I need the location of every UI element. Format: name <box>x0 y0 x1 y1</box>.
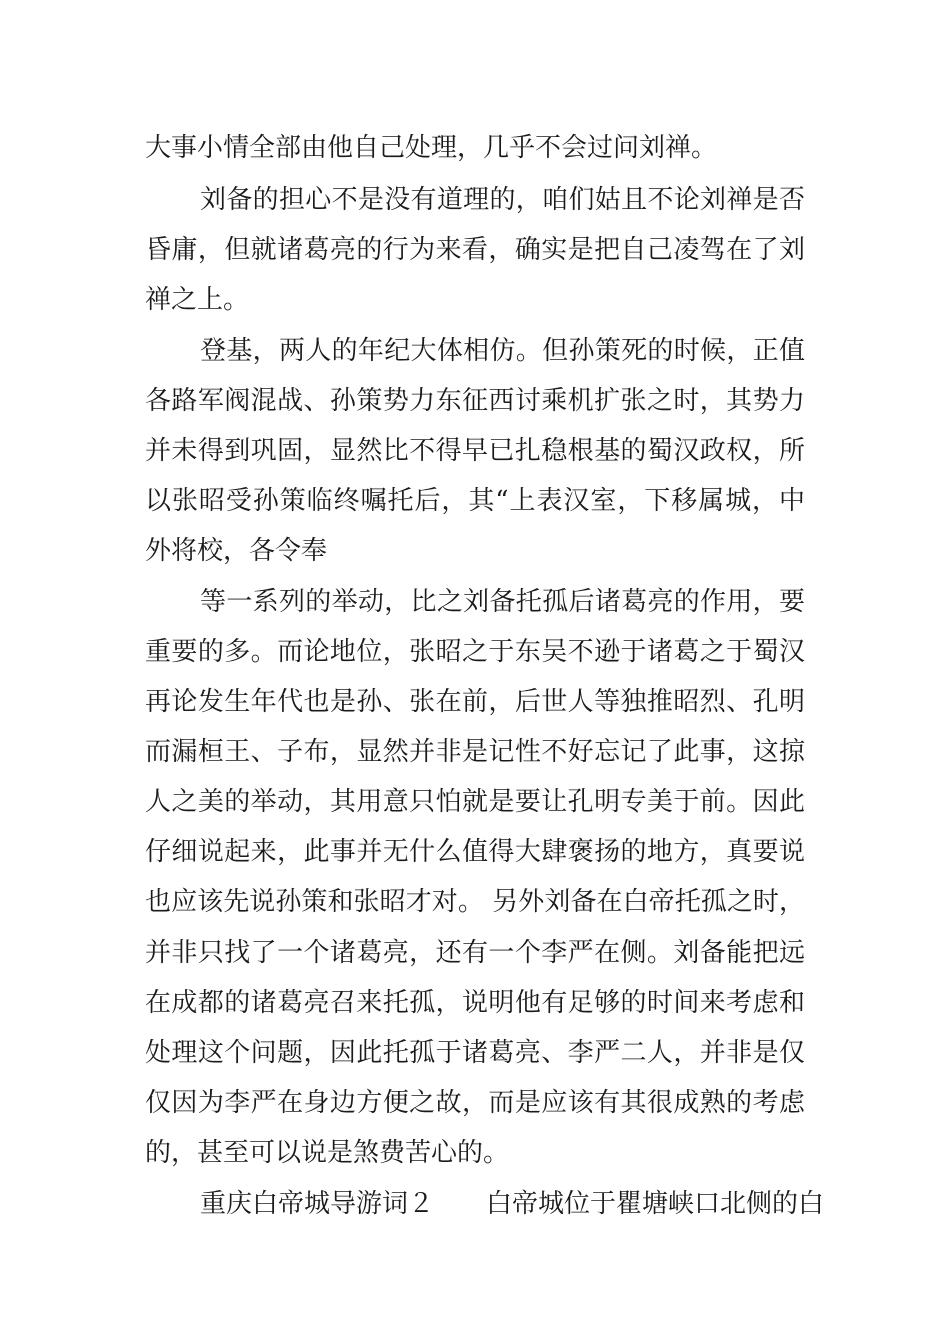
paragraph-start-line: 等一系列的举动，比之刘备托孤后诸葛亮的作用，要 <box>200 587 805 617</box>
text-line: 重要的多。而论地位，张昭之于东吴不逊于诸葛之于蜀汉 <box>145 637 805 667</box>
text-line: 各路军阀混战、孙策势力东征西讨乘机扩张之时，其势力 <box>145 386 805 416</box>
text-line: 禅之上。 <box>145 285 250 315</box>
paragraph-start-line: 刘备的担心不是没有道理的，咱们姑且不论刘禅是否 <box>200 185 805 215</box>
text-line: 再论发生年代也是孙、张在前，后世人等独推昭烈、孔明 <box>145 687 805 717</box>
text-line: 外将校，各令奉 <box>145 536 328 566</box>
text-line: 在成都的诸葛亮召来托孤，说明他有足够的时间来考虑和 <box>145 988 805 1018</box>
text-line: 仅因为李严在身边方便之故，而是应该有其很成熟的考虑 <box>145 1088 805 1118</box>
paragraph-start-line: 登基，两人的年纪大体相仿。但孙策死的时候，正值 <box>200 336 805 366</box>
section-heading-line: 重庆白帝城导游词２ 白帝城位于瞿塘峡口北侧的白 <box>200 1189 825 1219</box>
text-line: 而漏桓王、子布，显然并非是记性不好忘记了此事，这掠 <box>145 737 805 767</box>
text-line: 昏庸，但就诸葛亮的行为来看，确实是把自己凌驾在了刘 <box>145 235 805 265</box>
text-line: 仔细说起来，此事并无什么值得大肆褒扬的地方，真要说 <box>145 837 805 867</box>
text-line: 处理这个问题，因此托孤于诸葛亮、李严二人，并非是仅 <box>145 1038 805 1068</box>
text-line: 并非只找了一个诸葛亮，还有一个李严在侧。刘备能把远 <box>145 938 805 968</box>
text-line: 也应该先说孙策和张昭才对。 另外刘备在白帝托孤之时， <box>145 887 805 917</box>
text-line: 以张昭受孙策临终嘱托后，其“上表汉室，下移属城，中 <box>145 486 805 516</box>
text-line: 并未得到巩固，显然比不得早已扎稳根基的蜀汉政权，所 <box>145 436 805 466</box>
text-line: 大事小情全部由他自己处理，几乎不会过问刘禅。 <box>145 133 718 163</box>
text-line: 人之美的举动，其用意只怕就是要让孔明专美于前。因此 <box>145 787 805 817</box>
text-line: 的，甚至可以说是煞费苦心的。 <box>145 1138 510 1168</box>
